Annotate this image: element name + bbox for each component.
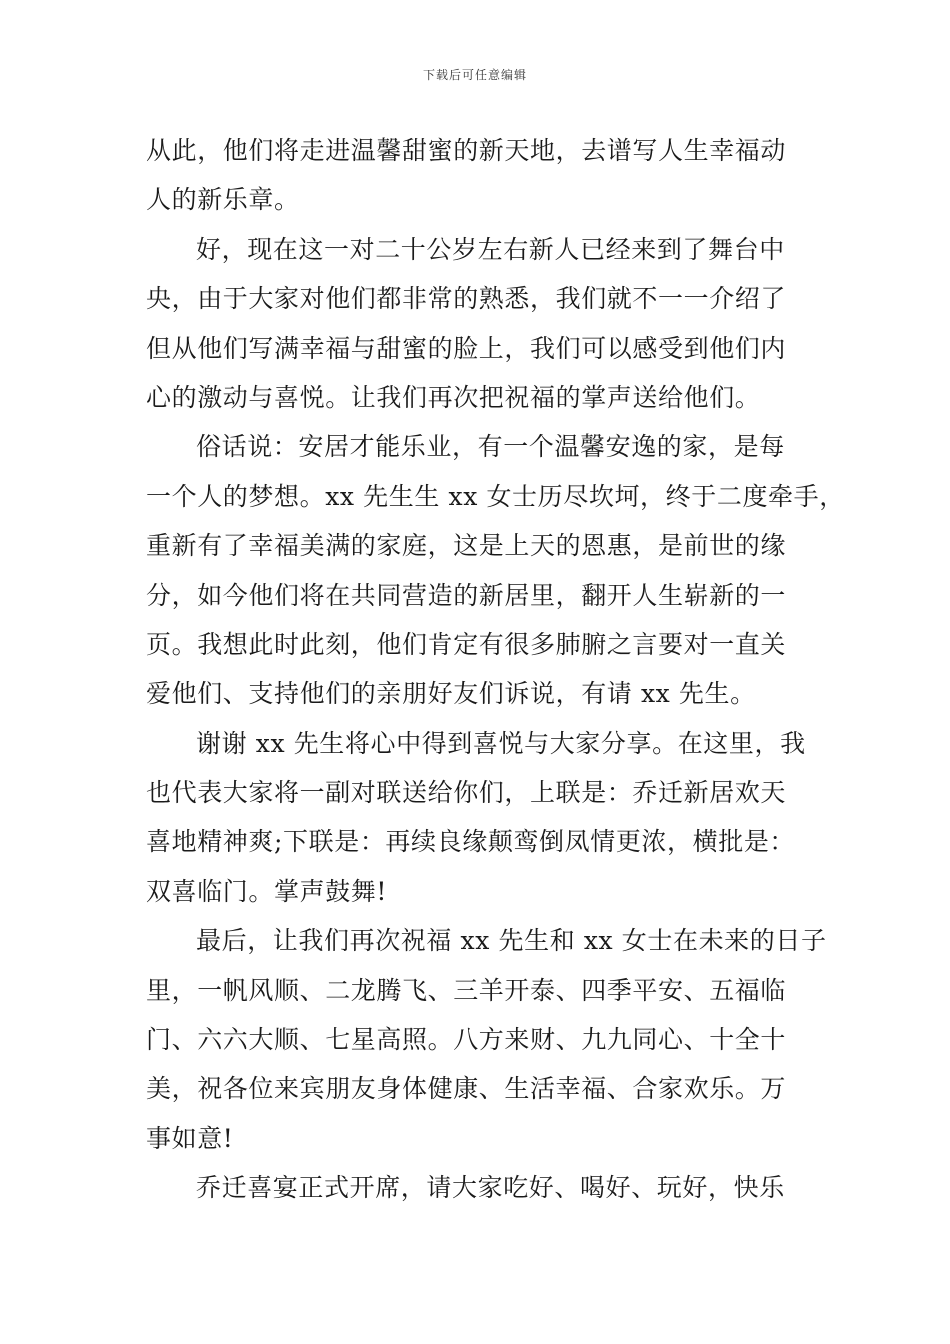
- text-line: 谢谢 xx 先生将心中得到喜悦与大家分享。在这里，我: [196, 728, 806, 758]
- text-line: 重新有了幸福美满的家庭，这是上天的恩惠，是前世的缘: [146, 531, 787, 561]
- text-line: 从此，他们将走进温馨甜蜜的新天地，去谱写人生幸福动: [146, 136, 787, 165]
- text-line: 页。我想此时此刻，他们肯定有很多肺腑之言要对一直关: [146, 629, 787, 659]
- text-line: 央，由于大家对他们都非常的熟悉，我们就不一一介绍了: [146, 284, 787, 314]
- text-line: 里，一帆风顺、二龙腾飞、三羊开泰、四季平安、五福临: [146, 975, 787, 1005]
- text-line: 也代表大家将一副对联送给你们，上联是：乔迁新居欢天: [146, 778, 787, 808]
- text-line: 事如意!: [146, 1123, 234, 1153]
- text-line: 最后，让我们再次祝福 xx 先生和 xx 女士在未来的日子: [196, 926, 827, 956]
- text-line: 但从他们写满幸福与甜蜜的脸上，我们可以感受到他们内: [146, 333, 787, 363]
- text-line: 分，如今他们将在共同营造的新居里，翻开人生崭新的一: [146, 580, 787, 610]
- text-line: 美，祝各位来宾朋友身体健康、生活幸福、合家欢乐。万: [146, 1074, 787, 1104]
- text-line: 人的新乐章。: [146, 185, 300, 215]
- text-line: 心的激动与喜悦。让我们再次把祝福的掌声送给他们。: [146, 382, 761, 412]
- text-line: 俗话说：安居才能乐业，有一个温馨安逸的家，是每: [196, 432, 785, 462]
- text-line: 一个人的梦想。xx 先生生 xx 女士历尽坎坷，终于二度牵手，: [146, 481, 845, 511]
- text-line: 好，现在这一对二十公岁左右新人已经来到了舞台中: [196, 234, 785, 264]
- document-body: [146, 126, 845, 1213]
- text-line: 门、六六大顺、七星高照。八方来财、九九同心、十全十: [146, 1025, 787, 1055]
- text-line: 爱他们、支持他们的亲朋好友们诉说，有请 xx 先生。: [146, 679, 756, 709]
- text-line: 乔迁喜宴正式开席，请大家吃好、喝好、玩好，快乐: [196, 1173, 785, 1203]
- text-line: 双喜临门。掌声鼓舞!: [146, 876, 388, 906]
- text-line: 喜地精神爽;下联是：再续良缘颠鸾倒凤情更浓，横批是：: [146, 827, 796, 857]
- page-header: 下载后可任意编辑: [422, 68, 527, 82]
